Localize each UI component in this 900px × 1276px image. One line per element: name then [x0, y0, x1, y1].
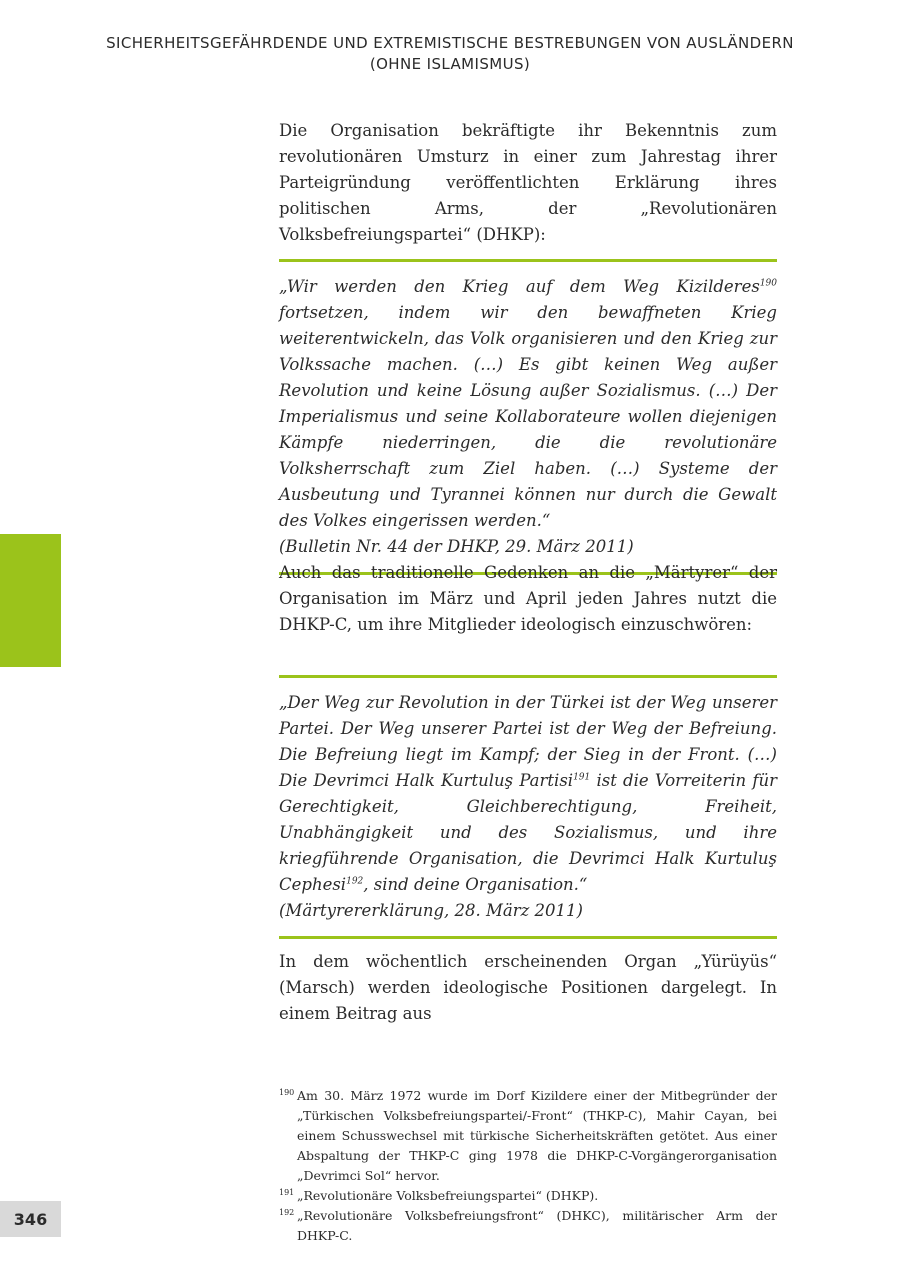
- quote-text: „Wir werden den Krieg auf dem Weg Kizilderes$^{190}$ fortsetzen, indem wir den bewaffneten Krieg weiterentwickeln, das Volk organisieren und den Krieg zur Volkssache machen. (…) Es gibt keinen Weg außer Revolution und keine Lösung außer Sozialismus. (…) Der Imperialismus und seine Kollaborateure wollen diejenigen Kämpfe niederringen, die die revolutionäre Volksherrschaft zum Ziel haben. (…) Systeme der Ausbeutung und Tyrannei können nur durch die Gewalt des Volkes eingerissen werden.“: [279, 277, 777, 530]
- page-number-text: 346: [13, 1209, 48, 1229]
- body-paragraph-1: [279, 118, 777, 248]
- body-paragraph-3: [279, 949, 777, 1027]
- page-number: [0, 1201, 61, 1237]
- paragraph-text: Die Organisation bekräftigte ihr Bekenntnis zum revolutionären Umsturz in einer zum Jahrestag ihrer Parteigründung veröffentlichten Erklärung ihres politischen Arms, der „Revolutionären Volksbefreiungspartei“ (DHKP):: [279, 121, 777, 244]
- footnote-number: 190: [279, 1088, 295, 1097]
- running-header-line1: SICHERHEITSGEFÄHRDENDE UND EXTREMISTISCHE BESTREBUNGEN VON AUSLÄNDERN: [106, 34, 794, 52]
- footnote-ref[interactable]: 191: [573, 772, 591, 783]
- footnote-number: 191: [279, 1188, 295, 1197]
- footnote-text: „Revolutionäre Volksbefreiungsfront“ (DHKC), militärischer Arm der DHKP-C.: [297, 1208, 777, 1243]
- running-header-line2: (OHNE ISLAMISMUS): [369, 55, 531, 73]
- quote-block-1: [279, 259, 777, 575]
- footnote-text: „Revolutionäre Volksbefreiungspartei“ (DHKP).: [297, 1188, 599, 1203]
- quote-source: (Bulletin Nr. 44 der DHKP, 29. März 2011): [279, 537, 634, 556]
- quote-text: „Der Weg zur Revolution in der Türkei ist der Weg unserer Partei. Der Weg unserer Partei ist der Weg der Befreiung. Die Befreiung liegt im Kampf; der Sieg in der Front. (…) Die Devrimci Halk Kurtuluş Partisi$^{191}$ ist die Vorreiterin für Gerechtigkeit, Gleichberechtigung, Freiheit, Unabhängigkeit und des Sozialismus, und ihre kriegführende Organisation, die Devrimci Halk Kurtuluş Cephesi$^{192}$, sind deine Organisation.“: [279, 693, 777, 894]
- footnote: [279, 1206, 777, 1246]
- paragraph-text: In dem wöchentlich erscheinenden Organ „Yürüyüs“ (Marsch) werden ideologische Positionen dargelegt. In einem Beitrag aus: [279, 952, 777, 1023]
- paragraph-text: Auch das traditionelle Gedenken an die „Märtyrer“ der Organisation im März und April jeden Jahres nutzt die DHKP-C, um ihre Mitglieder ideologisch einzuschwören:: [279, 563, 777, 634]
- footnote: [279, 1186, 777, 1206]
- footnote: [279, 1086, 777, 1186]
- body-paragraph-2: [279, 560, 777, 638]
- quote-source: (Märtyrererklärung, 28. März 2011): [279, 901, 583, 920]
- running-header: [0, 33, 900, 75]
- footnote-ref[interactable]: 192: [346, 876, 364, 887]
- quote-block-2: [279, 675, 777, 939]
- footnote-ref[interactable]: 190: [759, 278, 777, 289]
- chapter-tab-marker: [0, 534, 61, 667]
- footnote-number: 192: [279, 1208, 295, 1217]
- footnotes: [279, 1086, 777, 1246]
- footnote-text: Am 30. März 1972 wurde im Dorf Kizildere einer der Mitbegründer der „Türkischen Volksbefreiungspartei/-Front“ (THKP-C), Mahir Cayan, bei einem Schusswechsel mit türkische Sicherheitskräften getötet. Aus einer Abspaltung der THKP-C ging 1978 die DHKP-C-Vorgängerorganisation „Devrimci Sol“ hervor.: [297, 1088, 777, 1183]
